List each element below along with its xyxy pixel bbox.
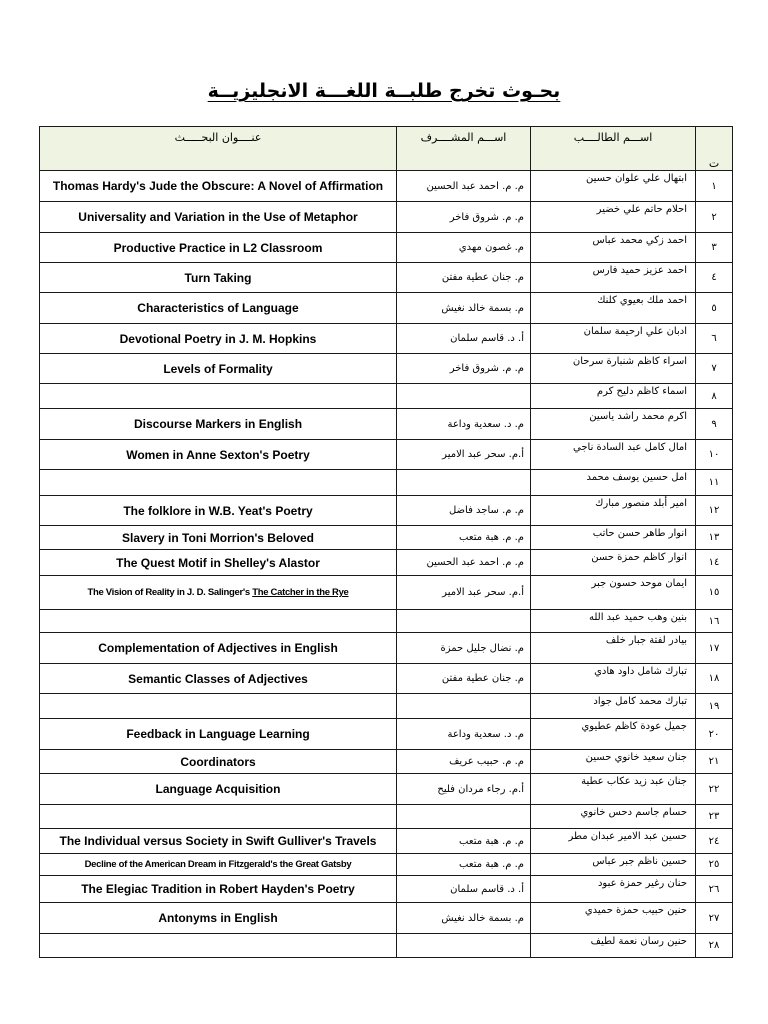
supervisor-cell: م. جنان عطية مفتن: [397, 664, 531, 694]
table-row: [40, 470, 733, 496]
student-cell: احلام حاتم علي خضير: [531, 202, 696, 233]
research-title-text: The Elegiac Tradition in Robert Hayden's Poetry: [81, 882, 355, 896]
row-number-cell: ٢٥: [696, 854, 733, 876]
research-title-text: The Vision of Reality in J. D. Salinger's: [87, 587, 253, 598]
page-title-text: بحـوث تخرج طلبــة اللغـــة الانجليزيــة: [207, 80, 561, 102]
supervisor-cell: [397, 934, 531, 958]
supervisor-cell: [397, 470, 531, 496]
supervisor-cell: [397, 384, 531, 409]
student-cell: امير أبلد منصور مبارك: [531, 496, 696, 526]
supervisor-cell: [397, 805, 531, 829]
row-number-cell: ٣: [696, 233, 733, 263]
supervisor-cell: أ.م. سحر عبد الامير: [397, 440, 531, 470]
student-cell: تبارك محمد كامل جواد: [531, 694, 696, 719]
research-title-text: Devotional Poetry in J. M. Hopkins: [119, 331, 317, 346]
student-cell: ادبان علي ارحيمة سلمان: [531, 324, 696, 354]
research-title-text: The Individual versus Society in Swift Gulliver's Travels: [59, 834, 377, 848]
research-title-text: Women in Anne Sexton's Poetry: [126, 447, 310, 462]
supervisor-cell: م. م. احمد عبد الحسين: [397, 171, 531, 202]
student-cell: اكرم محمد راشد ياسين: [531, 409, 696, 440]
research-title-cell: [40, 576, 397, 610]
research-title-text: Antonyms in English: [158, 911, 278, 925]
row-number-cell: ٧: [696, 354, 733, 384]
supervisor-cell: م. م. هبة متعب: [397, 854, 531, 876]
row-number-cell: ١: [696, 171, 733, 202]
row-number-cell: ٢٧: [696, 903, 733, 934]
research-title-cell: [40, 774, 397, 805]
supervisor-cell: م. م. شروق فاخر: [397, 354, 531, 384]
research-title-text: Coordinators: [180, 754, 256, 769]
research-title-cell: [40, 829, 397, 854]
student-cell: حنين حبيب حمزة حميدي: [531, 903, 696, 934]
header-number: ت: [696, 127, 733, 171]
table-row: [40, 576, 733, 610]
research-title-cell: [40, 876, 397, 903]
student-cell: حسام جاسم دحس خانوي: [531, 805, 696, 829]
row-number-cell: ٨: [696, 384, 733, 409]
table-row: [40, 409, 733, 440]
table-row: [40, 774, 733, 805]
row-number-cell: ١٢: [696, 496, 733, 526]
table-header-row: [40, 127, 733, 171]
student-cell: ابتهال علي علوان حسين: [531, 171, 696, 202]
research-title-text: Complementation of Adjectives in English: [98, 641, 338, 655]
table-row: [40, 440, 733, 470]
supervisor-cell: أ. د. قاسم سلمان: [397, 324, 531, 354]
supervisor-cell: م. بسمة خالد نغيش: [397, 903, 531, 934]
research-title-cell: [40, 171, 397, 202]
research-title-cell: [40, 470, 397, 496]
student-cell: امل حسين يوسف محمد: [531, 470, 696, 496]
table-row: [40, 610, 733, 633]
research-title-text: Decline of the American Dream in Fitzgerald's the Great Gatsby: [84, 859, 352, 870]
row-number-cell: ٢٣: [696, 805, 733, 829]
student-cell: احمد عزيز حميد فارس: [531, 263, 696, 293]
table-row: [40, 903, 733, 934]
research-title-text: Productive Practice in L2 Classroom: [113, 240, 323, 255]
supervisor-cell: م. بسمة خالد نغيش: [397, 293, 531, 324]
row-number-cell: ١٤: [696, 550, 733, 576]
student-cell: انوار طاهر حسن حاتب: [531, 526, 696, 550]
table-row: [40, 664, 733, 694]
row-number-cell: ٢٠: [696, 719, 733, 750]
supervisor-cell: م. م. ساجد فاضل: [397, 496, 531, 526]
supervisor-cell: أ.م. رجاء مردان فليح: [397, 774, 531, 805]
row-number-cell: ٢٨: [696, 934, 733, 958]
student-cell: بيادر لفتة جبار خلف: [531, 633, 696, 664]
student-cell: اسماء كاظم دليح كرم: [531, 384, 696, 409]
student-cell: جنان سعيد خانوي حسين: [531, 750, 696, 774]
student-cell: تبارك شامل داود هادي: [531, 664, 696, 694]
table-row: [40, 934, 733, 958]
research-title-cell: [40, 805, 397, 829]
header-supervisor: اســـم المشــــرف: [397, 127, 531, 171]
research-title-cell: [40, 550, 397, 576]
research-title-text: Language Acquisition: [155, 782, 281, 796]
table-row: [40, 694, 733, 719]
student-cell: حسين عبد الامير عبدان مطر: [531, 829, 696, 854]
table-row: [40, 750, 733, 774]
table-row: [40, 354, 733, 384]
table-row: [40, 876, 733, 903]
student-cell: امال كامل عبد السادة ناجي: [531, 440, 696, 470]
research-title-cell: [40, 263, 397, 293]
research-title-cell: [40, 354, 397, 384]
page-title: [0, 80, 768, 102]
supervisor-cell: أ. د. قاسم سلمان: [397, 876, 531, 903]
supervisor-cell: م. غصون مهدي: [397, 233, 531, 263]
table-row: [40, 633, 733, 664]
supervisor-cell: م. نضال جليل حمزة: [397, 633, 531, 664]
research-title-cell: [40, 903, 397, 934]
table-row: [40, 202, 733, 233]
research-title-text: Discourse Markers in English: [133, 417, 303, 431]
row-number-cell: ١١: [696, 470, 733, 496]
research-title-text: Feedback in Language Learning: [126, 727, 310, 741]
table-body: [40, 171, 733, 958]
research-title-cell: [40, 233, 397, 263]
student-cell: ايمان موحد حسون جبر: [531, 576, 696, 610]
research-title-text: The folklore in W.B. Yeat's Poetry: [123, 503, 313, 518]
research-title-cell: [40, 324, 397, 354]
table-row: [40, 854, 733, 876]
research-title-text: Slavery in Toni Morrion's Beloved: [121, 530, 314, 545]
research-title-cell: [40, 664, 397, 694]
student-cell: حسين ناظم جبر عباس: [531, 854, 696, 876]
table-row: [40, 805, 733, 829]
student-cell: حنين رسان نعمة لطيف: [531, 934, 696, 958]
row-number-cell: ٢٦: [696, 876, 733, 903]
research-title-text: Thomas Hardy's Jude the Obscure: A Novel of Affirmation: [52, 179, 384, 193]
table-row: [40, 263, 733, 293]
supervisor-cell: م. جنان عطية مفتن: [397, 263, 531, 293]
student-cell: احمد ملك بعيوي كلنك: [531, 293, 696, 324]
table-row: [40, 550, 733, 576]
table-row: [40, 719, 733, 750]
research-title-cell: [40, 934, 397, 958]
research-title-cell: [40, 694, 397, 719]
row-number-cell: ١٥: [696, 576, 733, 610]
research-title-text: The Quest Motif in Shelley's Alastor: [116, 555, 320, 570]
research-title-cell: [40, 384, 397, 409]
research-title-cell: [40, 610, 397, 633]
research-title-cell: [40, 409, 397, 440]
row-number-cell: ٤: [696, 263, 733, 293]
research-title-text: Semantic Classes of Adjectives: [128, 671, 308, 686]
supervisor-cell: م. د. سعدية وداعة: [397, 409, 531, 440]
table-row: [40, 526, 733, 550]
row-number-cell: ١٩: [696, 694, 733, 719]
row-number-cell: ١٣: [696, 526, 733, 550]
research-table: [39, 126, 733, 958]
row-number-cell: ٩: [696, 409, 733, 440]
research-title-text: Characteristics of Language: [137, 301, 299, 315]
student-cell: حنان رغير حمزة عبود: [531, 876, 696, 903]
row-number-cell: ٢١: [696, 750, 733, 774]
supervisor-cell: م. م. حبيب عريف: [397, 750, 531, 774]
row-number-cell: ٢٤: [696, 829, 733, 854]
table-row: [40, 324, 733, 354]
student-cell: اسراء كاظم شنبارة سرحان: [531, 354, 696, 384]
research-title-text: Turn Taking: [184, 270, 252, 285]
research-title-cell: [40, 496, 397, 526]
student-cell: انوار كاظم حمزة حسن: [531, 550, 696, 576]
research-title-cell: [40, 202, 397, 233]
research-title-text: Universality and Variation in the Use of Metaphor: [78, 210, 358, 224]
table-row: [40, 233, 733, 263]
research-title-cell: [40, 750, 397, 774]
row-number-cell: ٢: [696, 202, 733, 233]
research-title-cell: [40, 633, 397, 664]
student-cell: جميل عودة كاظم عطيوي: [531, 719, 696, 750]
row-number-cell: ٢٢: [696, 774, 733, 805]
research-title-cell: [40, 293, 397, 324]
row-number-cell: ٦: [696, 324, 733, 354]
research-title-underlined: The Catcher in the Rye: [252, 587, 349, 598]
table-row: [40, 384, 733, 409]
student-cell: جنان عبد زيد عكاب عطية: [531, 774, 696, 805]
supervisor-cell: م. م. هبة متعب: [397, 526, 531, 550]
research-title-cell: [40, 526, 397, 550]
supervisor-cell: م. د. سعدية وداعة: [397, 719, 531, 750]
header-student: اســـم الطالــــب: [531, 127, 696, 171]
research-title-text: Levels of Formality: [163, 361, 273, 376]
student-cell: احمد زكي محمد عباس: [531, 233, 696, 263]
student-cell: بنين وهب حميد عبد الله: [531, 610, 696, 633]
table-row: [40, 496, 733, 526]
research-title-cell: [40, 440, 397, 470]
supervisor-cell: [397, 694, 531, 719]
table-row: [40, 829, 733, 854]
table-row: [40, 171, 733, 202]
row-number-cell: ١٨: [696, 664, 733, 694]
header-research-title: عنــــوان البحـــــث: [40, 127, 397, 171]
research-title-cell: [40, 719, 397, 750]
row-number-cell: ١٧: [696, 633, 733, 664]
table-row: [40, 293, 733, 324]
row-number-cell: ١٦: [696, 610, 733, 633]
supervisor-cell: أ.م. سحر عبد الامير: [397, 576, 531, 610]
row-number-cell: ٥: [696, 293, 733, 324]
supervisor-cell: م. م. شروق فاخر: [397, 202, 531, 233]
supervisor-cell: م. م. هبة متعب: [397, 829, 531, 854]
supervisor-cell: م. م. احمد عبد الحسين: [397, 550, 531, 576]
row-number-cell: ١٠: [696, 440, 733, 470]
supervisor-cell: [397, 610, 531, 633]
research-title-cell: [40, 854, 397, 876]
